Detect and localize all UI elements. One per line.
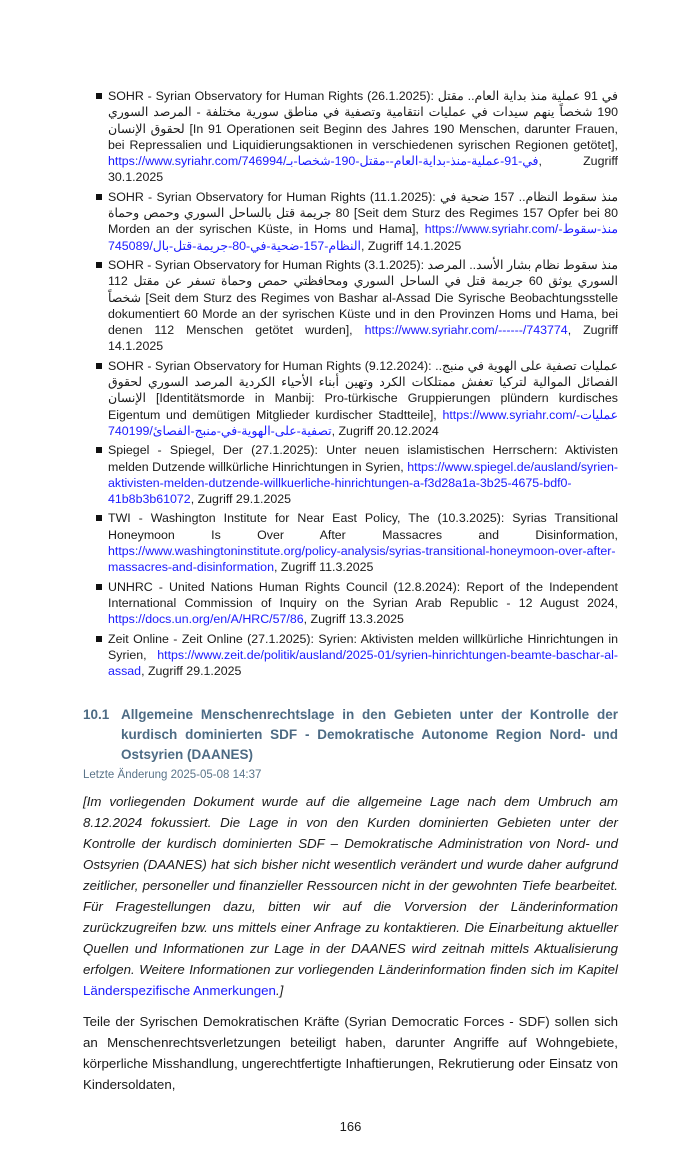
reference-link[interactable]: https://www.spiegel.de/ausland/syrien-aktivisten-melden-dutzende-willkuerliche-hinrichtungen-a-f3d28a1a-3b25-4675-bdf0-41b8b3b61072 — [108, 459, 618, 507]
page-number: 166 — [339, 1119, 362, 1135]
reference-text: Syrias Transitional Honeymoon Is Over After Massacres and Disinformation, — [108, 511, 618, 542]
section-title: Allgemeine Menschenrechtslage in den Gebieten unter der Kontrolle der kurdisch dominierten SDF - Demokratische Autonome Region Nord- und Ostsyrien (DAANES) — [121, 707, 618, 763]
note-link[interactable]: Länderspezifische Anmerkungen — [83, 983, 276, 999]
editorial-note — [83, 791, 618, 1001]
reference-text: Syrien: Aktivisten melden willkürliche Hinrichtungen in Syrien, — [108, 631, 618, 662]
reference-item — [95, 257, 618, 355]
reference-arabic-title: في 91 عملية منذ بداية العام.. مقتل 190 شخصاً ينهم سيدات في عمليات انتقامية وتصفية في مناطق سورية مختلفة - المرصد السوري لحقوق الإنسان — [108, 89, 618, 136]
reference-source: SOHR - Syrian Observatory for Human Rights (11.1.2025): — [108, 189, 441, 204]
reference-access: , Zugriff 14.1.2025 — [108, 323, 618, 354]
reference-source: Zeit Online - Zeit Online (27.1.2025): — [108, 631, 319, 646]
reference-source: TWI - Washington Institute for Near East Policy, The (10.3.2025): — [108, 511, 513, 526]
reference-access: , Zugriff 29.1.2025 — [141, 664, 242, 679]
reference-link[interactable]: https://www.syriahr.com/منذ-سقوط-النظام-157-ضحية-في-80-جريمة-قتل-بال/745089 — [108, 222, 618, 253]
reference-text: [In 91 Operationen seit Beginn des Jahres 190 Menschen, darunter Frauen, bei Repressalien und Liquidierungsaktionen in verschiedenen syrischen Regionen getötet], — [108, 121, 618, 152]
note-text: [Im vorliegenden Dokument wurde auf die allgemeine Lage nach dem Umbruch am 8.12.2024 fokussiert. Die Lage in von den Kurden dominierten Gebieten unter der Kontrolle der kurdisch dominierten SDF – Demokratische Administration von Nord- und Ostsyrien (DAANES) hat sich bisher nicht wesentlich verändert und wurde daher aufgrund zeitlicher, personeller und finanzieller Ressourcen nicht in der gewohnten Tiefe bearbeitet. Für Fragestellungen dazu, bitten wir auf die Vorversion der Länderinformation zurückzugreifen bzw. uns mittels einer Anfrage zu kontaktieren. Die Einarbeitung aktueller Quellen und Informationen zur Lage in der DAANES wird zeitnah mittels Aktualisierung erfolgen. Weitere Informationen zur vorliegenden Länderinformation finden sich im Kapitel — [83, 794, 618, 978]
reference-access: , Zugriff 14.1.2025 — [360, 238, 462, 253]
reference-source: SOHR - Syrian Observatory for Human Rights (3.1.2025): — [108, 257, 428, 272]
reference-text: [Seit dem Sturz des Regimes von Bashar al-Assad Die Syrische Beobachtungsstelle dokumentiert 60 Morde an der syrischen Küste und in den Provinzen Homs und Hama, bei denen 112 Menschen getötet wurden], — [108, 290, 618, 338]
reference-link[interactable]: https://www.syriahr.com/في-91-عملية-منذ-بداية-العام--مقتل-190-شخصا-بـ/746994 — [108, 154, 539, 169]
reference-access: , Zugriff 11.3.2025 — [273, 560, 374, 575]
reference-text: Report of the Independent International Commission of Inquiry on the Syrian Arab Republic - 12 August 2024, — [108, 579, 618, 610]
reference-access: , Zugriff 20.12.2024 — [331, 423, 439, 438]
reference-item — [95, 579, 618, 628]
reference-link[interactable]: https://www.syriahr.com/عمليات-تصفية-على-الهوية-في-منبج-الفصائ/740199 — [108, 407, 618, 438]
note-end: .] — [275, 983, 284, 999]
reference-item — [95, 631, 618, 680]
body-paragraph: Teile der Syrischen Demokratischen Kräfte (Syrian Democratic Forces - SDF) sollen sich an Menschenrechtsverletzungen beteiligt haben, darunter Angriffe auf Wohngebiete, körperliche Misshandlung, ungerechtfertigte Inhaftierungen, Rekrutierung oder Einsatz von Kindersoldaten, — [83, 1014, 618, 1093]
reference-link[interactable]: https://www.washingtoninstitute.org/policy-analysis/syrias-transitional-honeymoon-over-after-massacres-and-disinformation — [108, 544, 616, 575]
reference-access: , Zugriff 29.1.2025 — [190, 492, 292, 507]
reference-list — [95, 88, 618, 679]
reference-arabic-title: منذ سقوط النظام.. 157 ضحية في 80 جريمة قتل بالساحل السوري وحمص وحماة — [108, 189, 618, 221]
reference-link[interactable]: https://docs.un.org/en/A/HRC/57/86 — [108, 612, 304, 627]
reference-source: Spiegel - Spiegel, Der (27.1.2025): — [108, 443, 327, 458]
reference-link[interactable]: https://www.zeit.de/politik/ausland/2025-01/syrien-hinrichtungen-beamte-baschar-al-assad — [108, 647, 618, 679]
last-change: Letzte Änderung 2025-05-08 14:37 — [83, 769, 262, 782]
reference-item — [95, 442, 618, 507]
reference-item — [95, 189, 618, 254]
reference-arabic-title: منذ سقوط نظام بشار الأسد.. المرصد السوري يوثق 60 جريمة قتل في الساحل السوري ومحافظتي حمص وحماة تسفر عن مقتل 112 شخصاً — [108, 257, 619, 305]
reference-access: , Zugriff 13.3.2025 — [303, 612, 404, 627]
reference-item — [95, 88, 618, 186]
reference-text: Unter neuen islamistischen Herrschern: Aktivisten melden Dutzende willkürliche Hinrichtungen in Syrien, — [108, 443, 618, 474]
section-number: 10.1 — [83, 707, 110, 723]
reference-text: [Identitätsmorde in Manbij: Pro-türkische Gruppierungen plündern kurdisches Eigentum und demütigen Mitglieder kurdischer Stadtteile], — [108, 391, 618, 422]
section-heading — [83, 705, 618, 765]
reference-arabic-title: عمليات تصفية على الهوية في منبج.. الفصائل الموالية لتركيا تعفش ممتلكات الكرد وتهين أبناء الأحياء الكردية المرصد السوري لحقوق الإنسان — [108, 358, 618, 406]
reference-text: [Seit dem Sturz des Regimes 157 Opfer bei 80 Morden an der syrischen Küste, in Homs und Hama], — [108, 206, 618, 237]
reference-access: , Zugriff 30.1.2025 — [108, 154, 618, 185]
reference-source: SOHR - Syrian Observatory for Human Rights (26.1.2025): — [108, 89, 438, 103]
reference-item — [95, 510, 618, 575]
reference-link[interactable]: https://www.syriahr.com/------/743774 — [364, 323, 568, 338]
reference-item — [95, 358, 618, 439]
reference-source: SOHR - Syrian Observatory for Human Rights (9.12.2024): — [108, 358, 436, 373]
reference-source: UNHRC - United Nations Human Rights Council (12.8.2024): — [108, 579, 467, 594]
